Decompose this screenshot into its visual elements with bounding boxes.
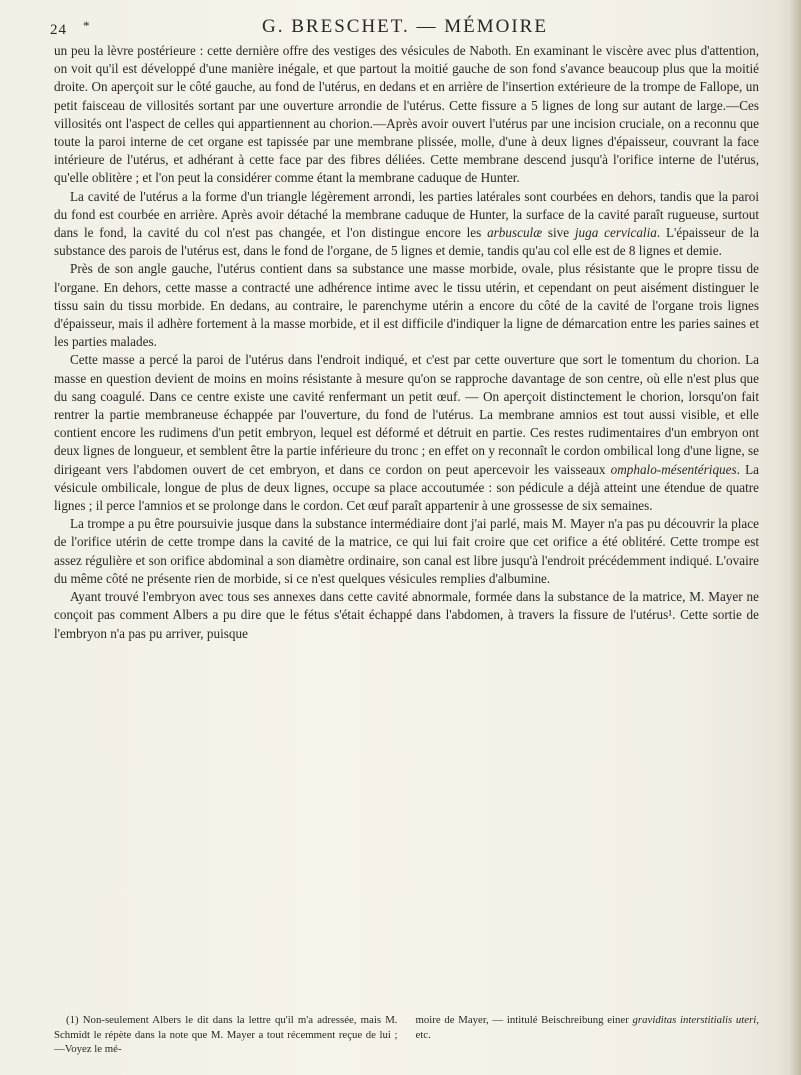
page-header	[50, 16, 760, 42]
paragraph	[54, 260, 759, 351]
italic-term: juga cervicalia	[574, 225, 657, 241]
text-run: moire de Mayer, — intitulé Beischreibung einer	[415, 1014, 633, 1026]
paragraph	[54, 188, 759, 261]
text-run: sive	[542, 225, 575, 241]
text-run: Près de son angle gauche, l'utérus contient dans sa substance une masse morbide, ovale, plus résistante que le propre tissu de l'organe. En dehors, cette masse a contracté une adhérence intime avec le tissu utérin, et cependant on peut aisément distinguer le tissu sain du tissu morbide. En dedans, au contraire, le parenchyme utérin a encore du côté de la cavité de l'organe trois lignes d'épaisseur, mais il adhère fortement à la masse morbide, et il est difficile d'indiquer la ligne de démarcation entre les paries saines et les parties malades.	[54, 261, 759, 350]
header-mark: *	[83, 18, 90, 33]
italic-term: arbusculæ	[487, 225, 543, 241]
text-run: (1) Non-seulement Albers le dit dans la lettre qu'il m'a adressée, mais M. Schmidt le répète dans la note que M. Mayer a tout récemment reçue de lui ; —Voyez le mé-	[54, 1014, 398, 1055]
text-run: Cette masse a percé la paroi de l'utérus dans l'endroit indiqué, et c'est par cette ouverture que sort le tomentum du chorion. La masse en question devient de moins en moins résistante à mesure qu'on se rapproche davantage de son centre, où elle n'est plus que du sang coagulé. Dans ce centre existe une cavité renfermant un petit œuf. — On aperçoit distinctement le chorion, lorsqu'on fait rentrer la partie membraneuse échappée par l'ouverture, du fond de l'utérus. La membrane amnios est tout aussi visible, et elle contient encore les rudimens d'un petit embryon, lequel est déformé et détruit en partie. Ces restes rudimentaires d'un embryon ont deux lignes de longueur, et semblent être la partie inférieure du tronc ; en effet on y reconnaît le cordon ombilical long d'une ligne, se dirigeant vers l'abdomen ouvert de cet embryon, et dans ce cordon on peut apercevoir les vaisseaux	[54, 352, 759, 477]
footnotes	[54, 1013, 759, 1057]
text-run: Ayant trouvé l'embryon avec tous ses annexes dans cette cavité abnormale, formée dans la substance de la matrice, M. Mayer ne conçoit pas comment Albers a pu dire que le fétus s'était échappé dans l'abdomen, à travers la fissure de l'utérus¹. Cette sortie de l'embryon n'a pas pu arriver, puisque	[54, 589, 759, 641]
text-run: . L'épaisseur de la substance des parois de l'utérus est, dans le fond de l'organe, de 5 lignes et demie, tandis qu'au col elle est de 8 lignes et demie.	[54, 225, 760, 259]
text-run: un peu la lèvre postérieure : cette dernière offre des vestiges des vésicules de Naboth. En examinant le viscère avec plus d'attention, on voit qu'il est développé d'une manière inégale, et que partout la moitié gauche de son fond s'avance beaucoup plus que la moitié droite. On aperçoit sur le côté gauche, au fond de l'utérus, en dedans et en arrière de l'insertion extérieure de la trompe de Fallope, un petit faisceau de villosités sortant par une ouverture arrondie de l'utérus. Cette fissure a 5 lignes de long sur autant de large.—Ces villosités ont l'aspect de celles qui appartiennent au chorion.—Après avoir ouvert l'utérus par une incision cruciale, on a reconnu que toute la paroi interne de cet organe est tapissée par une membrane plissée, molle, d'une à deux lignes d'épaisseur, couvrant la face intérieure de l'utérus, et adhérant à cette face par des fibres déliées. Cette membrane descend jusqu'à l'orifice interne de l'utérus, qu'elle oblitère ; et l'on peut la considérer comme étant la membrane caduque de Hunter.	[54, 43, 759, 186]
italic-term: graviditas interstitialis uteri	[632, 1014, 757, 1026]
page-edge-shadow	[791, 0, 801, 1075]
footnote-left-column	[54, 1013, 398, 1057]
text-run: La cavité de l'utérus a la forme d'un triangle légèrement arrondi, les parties latérales sont courbées en dehors, tandis que la paroi du fond est courbée en arrière. Après avoir détaché la membrane caduque de Hunter, la surface de la cavité paraît rugueuse, surtout dans le fond, la cavité du col n'est pas changée, et l'on distingue encore les	[54, 188, 759, 241]
text-run: La trompe a pu être poursuivie jusque dans la substance intermédiaire dont j'ai parlé, mais M. Mayer n'a pas pu découvrir la place de l'orifice utérin de cette trompe dans la cavité de la matrice, ce qui lui fait croire que cet orifice a été oblitéré. Cette trompe est assez régulière et son orifice abdominal a son diamètre ordinaire, son canal est libre jusqu'à l'endroit précédemment indiqué. L'ovaire du même côté ne présente rien de morbide, si ce n'est quelques vésicules remplies d'albumine.	[54, 516, 759, 586]
paragraph	[54, 588, 759, 643]
paragraph	[54, 515, 759, 588]
page-number: 24	[50, 22, 67, 38]
footnote-text	[416, 1013, 760, 1042]
paragraph	[54, 351, 759, 515]
italic-term: omphalo-mésentériques	[610, 461, 737, 477]
paragraph	[54, 42, 759, 188]
running-head: G. BRESCHET. — MÉMOIRE	[262, 16, 548, 37]
footnote-text	[54, 1013, 398, 1057]
body-text	[54, 42, 759, 643]
text-run: , etc.	[415, 1014, 759, 1041]
footnote-right-column	[416, 1013, 760, 1057]
text-run: . La vésicule ombilicale, longue de plus de deux lignes, occupe sa place accoutumée : son pédicule a déjà atteint une étendue de quatre lignes ; il perce l'amnios et se prolonge dans le cordon. Cet œuf paraît appartenir à une grossesse de six semaines.	[54, 461, 759, 514]
